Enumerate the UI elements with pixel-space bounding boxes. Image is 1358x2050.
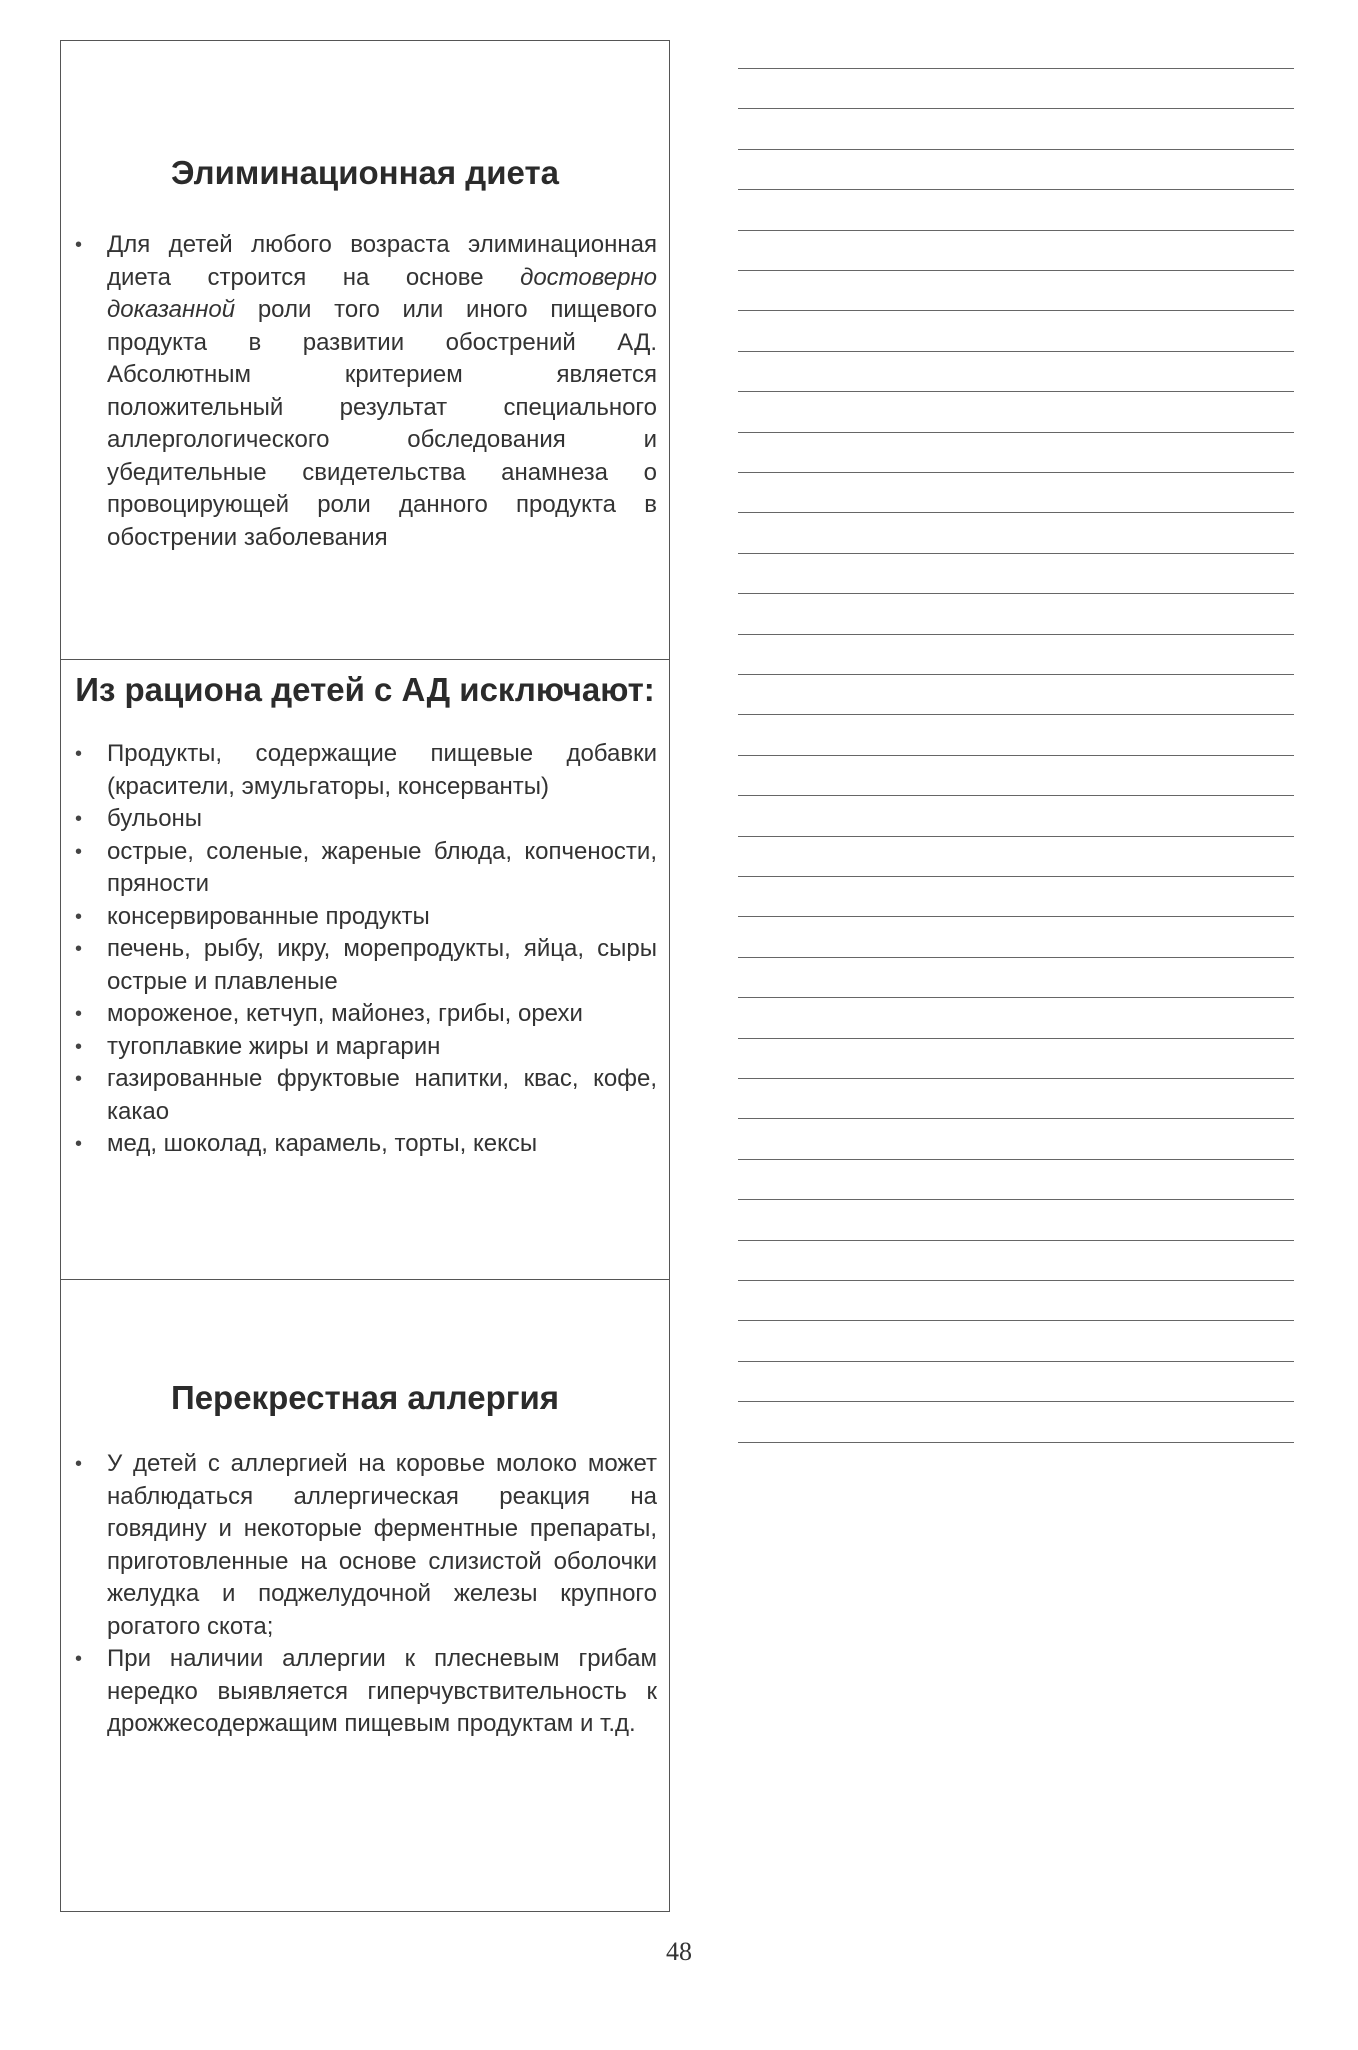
list-item [107,229,657,554]
note-line [738,270,1294,271]
note-line [738,391,1294,392]
note-line [738,997,1294,998]
note-line [738,512,1294,513]
list-item [107,901,657,934]
item-text: У детей с аллергией на коровье молоко может наблюдаться аллергическая реакция на говядину и некоторые ферментные препараты, приготовленные на основе слизистой оболочки желудка и поджелудочной железы крупного рогатого скота; [107,1450,657,1640]
item-text: роли того или иного пищевого продукта в развитии обострений АД. Абсолютным критерием является положительный результат специального аллергологического обследования и убедительные свидетельства анамнеза о провоцирующей роли данного продукта в обострении заболевания [107,296,657,551]
note-line [738,310,1294,311]
item-text: Продукты, содержащие пищевые добавки (красители, эмульгаторы, консерванты) [107,740,657,800]
section-title: Перекрестная аллергия [170,1379,560,1416]
note-line [738,1159,1294,1160]
list-item [107,738,657,803]
item-text: мороженое, кетчуп, майонез, грибы, орехи [107,1000,583,1027]
note-line [738,634,1294,635]
item-text: бульоны [107,805,203,832]
note-line [738,1118,1294,1119]
note-line [738,472,1294,473]
bullet-list [61,229,669,554]
note-line [738,189,1294,190]
item-text: мед, шоколад, карамель, торты, кексы [107,1130,538,1157]
note-line [738,149,1294,150]
note-line [738,1240,1294,1241]
note-line [738,795,1294,796]
note-line [738,916,1294,917]
item-text: консервированные продукты [107,902,430,930]
note-line [738,1078,1294,1079]
note-line [738,432,1294,433]
note-line [738,230,1294,231]
note-line [738,553,1294,554]
list-item [107,1643,657,1741]
page-number: 48 [666,1937,692,1966]
note-line [738,1038,1294,1039]
list-item [107,1128,657,1161]
list-item [107,998,657,1031]
list-item [107,836,657,901]
note-line [738,1320,1294,1321]
note-line [738,714,1294,715]
note-line [738,876,1294,877]
section-title: Из рациона детей с АД исключают: [75,671,655,708]
note-line [738,1442,1294,1443]
section-title: Элиминационная диета [171,154,559,191]
item-text: При наличии аллергии к плесневым грибам нередко выявляется гиперчувствительность к дрожжесодержащим пищевым продуктам и т.д. [107,1645,657,1737]
list-item [107,933,657,998]
note-line [738,593,1294,594]
note-line [738,1280,1294,1281]
section-excluded-foods [60,660,670,1280]
item-text: печень, рыбу, икру, морепродукты, яйца, сыры острые и плавленые [107,935,657,995]
item-text: Для детей любого возраста элиминационная диета строится на основе [107,231,657,291]
section-cross-allergy [60,1280,670,1912]
note-line [738,836,1294,837]
item-text: острые, соленые, жареные блюда, копчености, пряности [107,837,657,897]
note-line [738,1199,1294,1200]
note-line [738,674,1294,675]
item-text: газированные фруктовые напитки, квас, кофе, какао [107,1065,657,1125]
note-line [738,68,1294,69]
emphasis-text: достоверно доказанной [107,263,657,323]
note-line [738,1401,1294,1402]
section-elimination-diet [60,40,670,660]
list-item [107,803,657,836]
item-text: тугоплавкие жиры и маргарин [107,1032,441,1060]
list-item [107,1063,657,1128]
bullet-list [61,738,669,1161]
list-item [107,1031,657,1064]
note-line [738,957,1294,958]
bullet-list [61,1448,669,1741]
note-line [738,108,1294,109]
note-line [738,351,1294,352]
note-line [738,1361,1294,1362]
list-item [107,1448,657,1643]
note-line [738,755,1294,756]
